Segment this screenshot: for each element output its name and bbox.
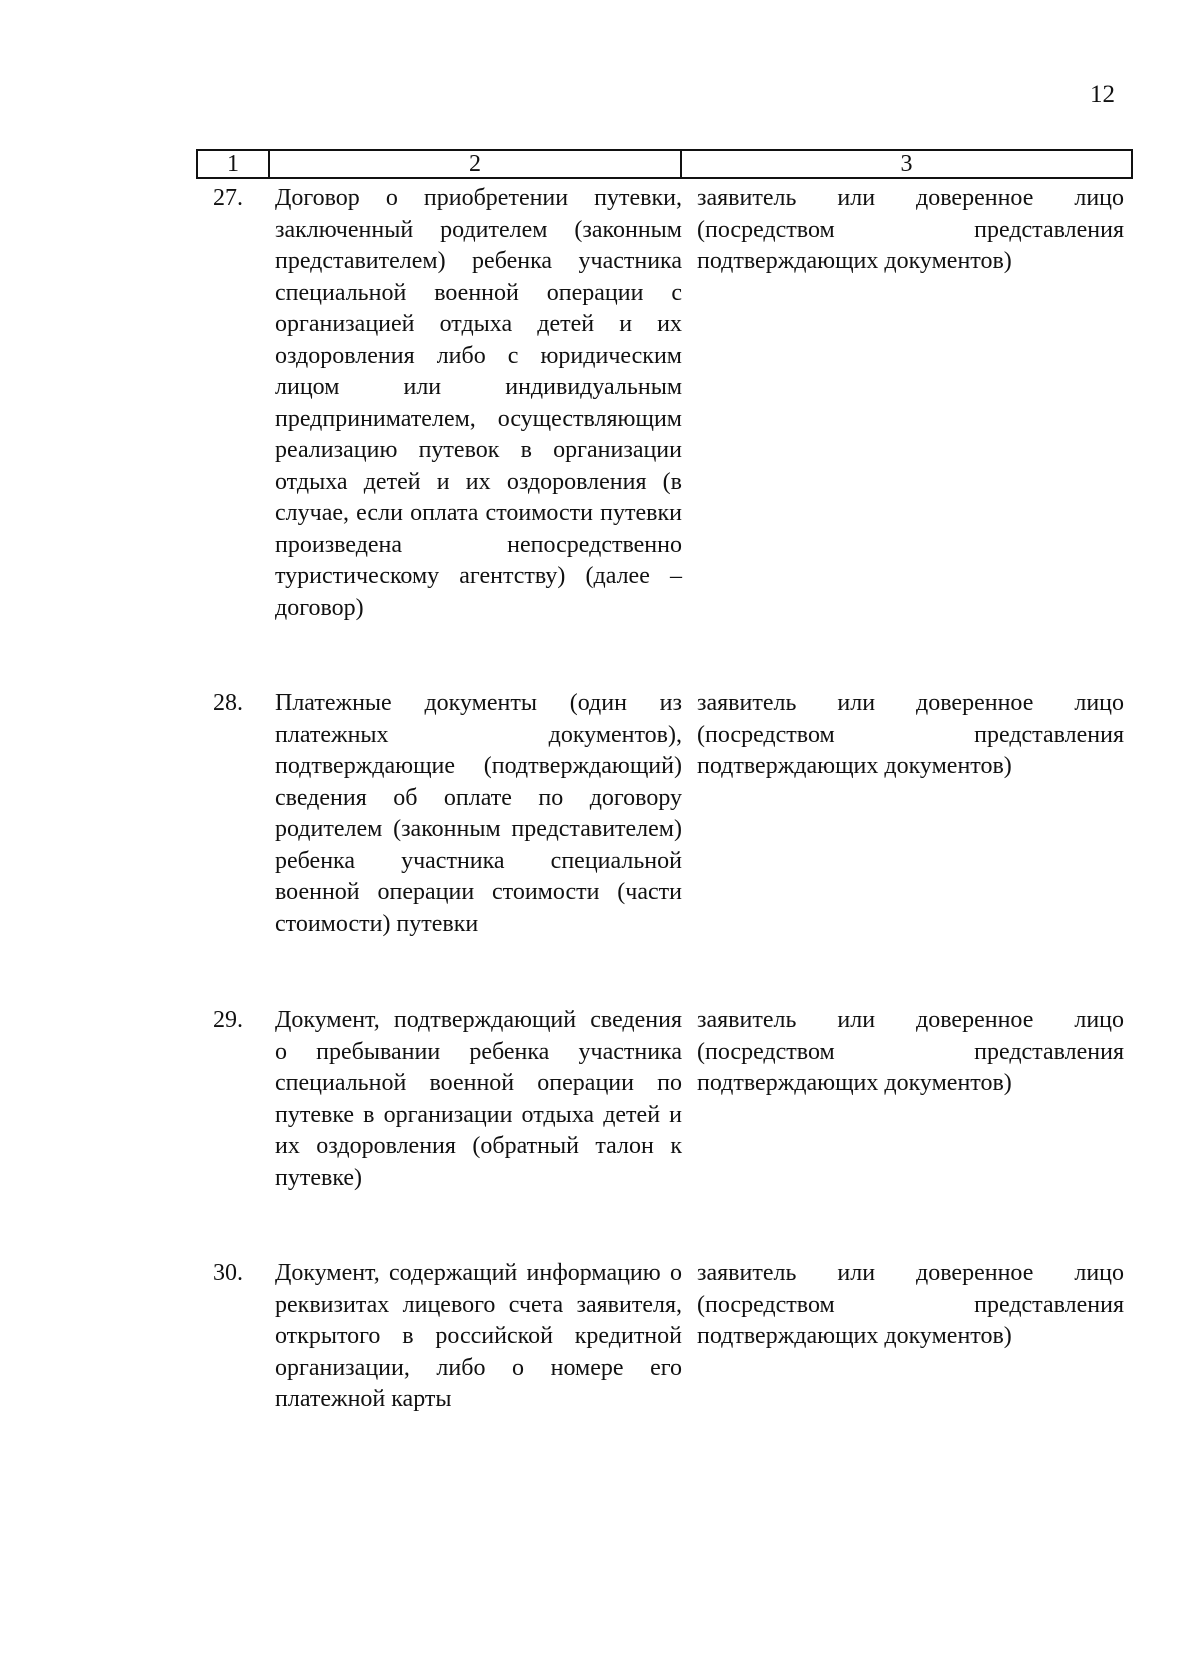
row-number: 28. — [213, 690, 243, 716]
row-number: 30. — [213, 1260, 243, 1286]
page-number: 12 — [1090, 81, 1115, 108]
column-header-2: 2 — [269, 150, 681, 178]
document-description: Документ, подтверждающий сведения о пребывании ребенка участника специальной военной операции по путевке в организации отдыха детей и их оздоровления (обратный талон к путевке) — [275, 1007, 682, 1191]
document-description: Договор о приобретении путевки, заключенный родителем (законным представителем) ребенка участника специальной военной операции с организацией отдыха детей и их оздоровления либо с юридическим лицом или индивидуальным предпринимателем, осуществляющим реализацию путевок в организации отдыха детей и их оздоровления (в случае, если оплата стоимости путевки произведена непосредственно туристическому агентству) (далее – договор) — [275, 185, 682, 621]
submitter-description: заявитель или доверенное лицо (посредством представления подтверждающих документов) — [697, 1007, 1124, 1096]
column-header-row — [196, 149, 1133, 179]
row-number: 29. — [213, 1007, 243, 1033]
submitter-description: заявитель или доверенное лицо (посредством представления подтверждающих документов) — [697, 185, 1124, 274]
document-description: Платежные документы (один из платежных документов), подтверждающие (подтверждающий) сведения об оплате по договору родителем (законным представителем) ребенка участника специальной военной операции стоимости (части стоимости) путевки — [275, 690, 682, 937]
column-header-1: 1 — [197, 150, 269, 178]
document-description: Документ, содержащий информацию о реквизитах лицевого счета заявителя, открытого в российской кредитной организации, либо о номере его платежной карты — [275, 1260, 682, 1412]
submitter-description: заявитель или доверенное лицо (посредством представления подтверждающих документов) — [697, 1260, 1124, 1349]
row-number: 27. — [213, 185, 243, 211]
column-header-3: 3 — [681, 150, 1132, 178]
submitter-description: заявитель или доверенное лицо (посредством представления подтверждающих документов) — [697, 690, 1124, 779]
